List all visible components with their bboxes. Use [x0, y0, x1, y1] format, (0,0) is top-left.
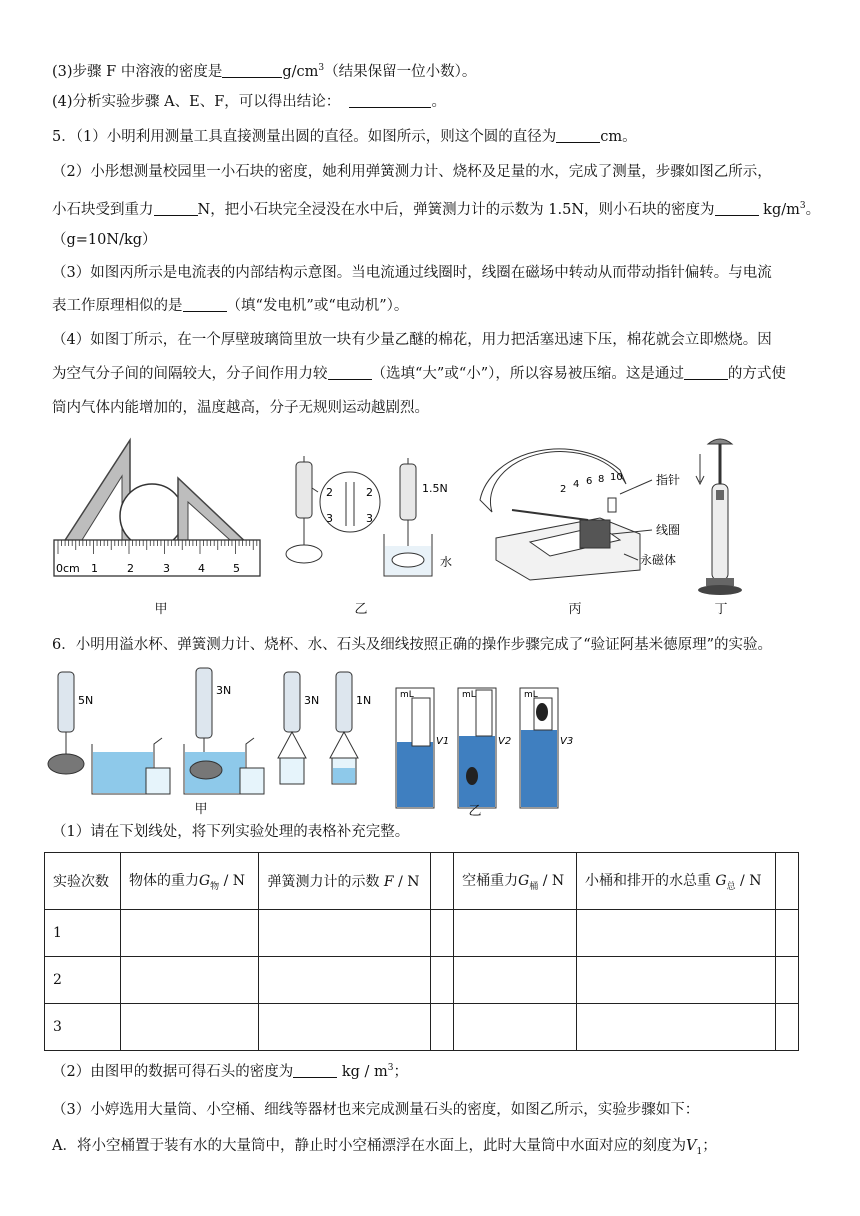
- answer-blank[interactable]: [293, 1063, 337, 1078]
- ruler-label-2: 2: [127, 562, 134, 575]
- q5-figures: [40, 430, 820, 620]
- figure-ding: [696, 439, 742, 595]
- coil-label: 线圈: [656, 523, 681, 537]
- table-cell[interactable]: [120, 1004, 259, 1051]
- header-blank-2[interactable]: [776, 853, 799, 910]
- v1-label: V1: [436, 736, 450, 747]
- header-bucket-weight: 空桶重力$G_桶$ / N: [454, 853, 577, 910]
- q4-line-3: (3)步骤 F 中溶液的密度是 $g/cm^3$（结果保留一位小数）。: [52, 63, 477, 80]
- reading-1n: 1N: [356, 694, 372, 707]
- q6-sub2: （2）由图甲的数据可得石头的密度为 kg / $m^3$；: [52, 1063, 408, 1080]
- table-cell[interactable]: [776, 910, 799, 957]
- table-cell[interactable]: [776, 957, 799, 1004]
- q5-part2-line1: （2）小彤想测量校园里一小石块的密度，她利用弹簧测力计、烧杯及足量的水，完成了测量，步骤如图乙所示，: [52, 164, 772, 180]
- q5-part3-line2: 表工作原理相似的是 （填“发电机”或“电动机”）。: [52, 298, 409, 314]
- table-cell[interactable]: [576, 910, 775, 957]
- table-cell[interactable]: [431, 910, 454, 957]
- dial-8: 8: [598, 474, 605, 485]
- ruler-label-1: 1: [91, 562, 98, 575]
- q6-table: [44, 852, 799, 1051]
- q6-intro: 6．小明用溢水杯、弹簧测力计、烧杯、水、石头及细线按照正确的操作步骤完成了“验证阿基米德原理”的实验。: [52, 637, 773, 653]
- header-trial: 实验次数: [45, 853, 121, 910]
- answer-blank[interactable]: [222, 63, 282, 78]
- table-row: [45, 957, 799, 1004]
- ruler-label-4: 4: [198, 562, 205, 575]
- reading-5n: 5N: [78, 694, 94, 707]
- q5-part4-line3: 筒内气体内能增加的，温度越高，分子无规则运动越剧烈。: [52, 400, 429, 416]
- ruler-label-5: 5: [233, 562, 240, 575]
- row-index: 3: [45, 1004, 121, 1051]
- water-label: 水: [440, 555, 453, 569]
- dial-2: 2: [560, 484, 567, 495]
- row-index: 1: [45, 910, 121, 957]
- q5-part1: 5．（1）小明利用测量工具直接测量出圆的直径。如图所示，则这个圆的直径为 cm。: [52, 129, 637, 145]
- answer-blank[interactable]: [154, 201, 198, 216]
- q5-part2-line2: 小石块受到重力 N，把小石块完全浸没在水中后，弹簧测力计的示数为 1.5N，则小石块的密度为 $kg/m^3$。: [52, 201, 821, 218]
- table-cell[interactable]: [431, 1004, 454, 1051]
- table-cell[interactable]: [576, 957, 775, 1004]
- q6-figures: [44, 664, 584, 816]
- table-row: [45, 1004, 799, 1051]
- answer-blank[interactable]: [349, 93, 431, 108]
- answer-blank[interactable]: [183, 297, 227, 312]
- scale-mark-2: 2: [326, 486, 333, 499]
- cylinder-3: [520, 688, 573, 808]
- table-cell[interactable]: [454, 957, 577, 1004]
- cyl-unit-3: mL: [524, 690, 538, 700]
- row-index: 2: [45, 957, 121, 1004]
- circle-object: [120, 484, 184, 548]
- scale-mark-2b: 2: [366, 486, 373, 499]
- table-cell[interactable]: [120, 957, 259, 1004]
- magnet-label: 永磁体: [640, 553, 677, 567]
- scale-mark-3b: 3: [366, 512, 373, 525]
- figure-label-q6-jia: 甲: [194, 802, 208, 817]
- figure-label-jia: 甲: [154, 602, 168, 617]
- header-blank-1[interactable]: [431, 853, 454, 910]
- table-cell[interactable]: [259, 1004, 431, 1051]
- needle: [512, 510, 588, 520]
- table-cell[interactable]: [120, 910, 259, 957]
- figure-label-yi: 乙: [354, 602, 368, 617]
- figure-label-bing: 丙: [568, 602, 582, 617]
- q5-part3-line1: （3）如图丙所示是电流表的内部结构示意图。当电流通过线圈时，线圈在磁场中转动从而带动指针偏转。与电流: [52, 265, 772, 281]
- reading-3n: 3N: [216, 684, 232, 697]
- ruler-label-0: 0cm: [56, 562, 80, 575]
- cyl-unit-2: mL: [462, 690, 476, 700]
- v3-label: V3: [560, 736, 574, 747]
- q4-line-4: (4)分析实验步骤 A、E、F，可以得出结论： 。: [52, 94, 446, 110]
- header-scale-reading: 弹簧测力计的示数 F / N: [259, 853, 431, 910]
- v2-label: V2: [498, 736, 512, 747]
- cylinder-2: [458, 688, 511, 808]
- table-cell[interactable]: [259, 957, 431, 1004]
- answer-blank[interactable]: [684, 365, 728, 380]
- scale-mark-3: 3: [326, 512, 333, 525]
- q5-part4-line2: 为空气分子间的间隔较大，分子间作用力较 （选填“大”或“小”），所以容易被压缩。这是通过 的方式使: [52, 366, 786, 382]
- dial-10: 10: [610, 472, 623, 483]
- figure-label-q6-yi: 乙: [468, 804, 482, 819]
- q5-part2-line3: （g=10N/kg）: [52, 232, 157, 248]
- table-cell[interactable]: [431, 957, 454, 1004]
- q6-sub3: （3）小婷选用大量筒、小空桶、细线等器材也来完成测量石头的密度，如图乙所示，实验步骤如下：: [52, 1102, 700, 1118]
- dial-4: 4: [573, 479, 580, 490]
- table-cell[interactable]: [454, 1004, 577, 1051]
- reading-3n-b: 3N: [304, 694, 320, 707]
- table-header-row: [45, 853, 799, 910]
- figure-yi: [286, 456, 452, 576]
- reading-label: 1.5N: [422, 482, 448, 495]
- table-row: [45, 910, 799, 957]
- answer-blank[interactable]: [328, 365, 372, 380]
- answer-blank[interactable]: [556, 128, 600, 143]
- cyl-unit-1: mL: [400, 690, 414, 700]
- needle-label: 指针: [656, 473, 681, 487]
- table-cell[interactable]: [259, 910, 431, 957]
- figure-jia: [54, 440, 260, 576]
- ruler-label-3: 3: [163, 562, 170, 575]
- q6-sub1: （1）请在下划线处，将下列实验处理的表格补充完整。: [52, 824, 410, 840]
- dial-6: 6: [586, 476, 593, 487]
- figure-bing: [480, 449, 680, 580]
- header-weight: 物体的重力$G_物$ / N: [120, 853, 259, 910]
- q5-part4-line1: （4）如图丁所示，在一个厚壁玻璃筒里放一块有少量乙醚的棉花，用力把活塞迅速下压，棉花就会立即燃烧。因: [52, 332, 772, 348]
- answer-blank[interactable]: [715, 201, 759, 216]
- header-total-weight: 小桶和排开的水总重 $G_总$ / N: [576, 853, 775, 910]
- cylinder-1: [396, 688, 449, 808]
- figure-label-ding: 丁: [714, 602, 728, 617]
- table-cell[interactable]: [454, 910, 577, 957]
- table-cell[interactable]: [776, 1004, 799, 1051]
- q6-step-a: A．将小空桶置于装有水的大量筒中，静止时小空桶漂浮在水面上，此时大量筒中水面对应的刻度为$V_1$；: [52, 1138, 717, 1157]
- table-cell[interactable]: [576, 1004, 775, 1051]
